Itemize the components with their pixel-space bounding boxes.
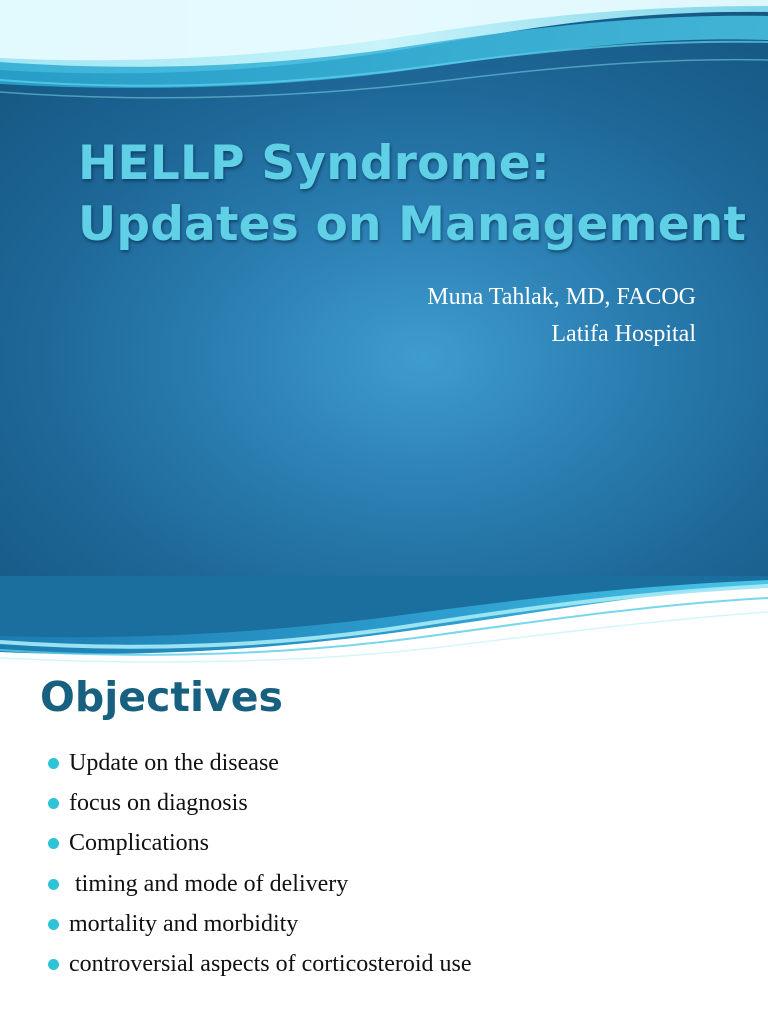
bullet-icon [48, 959, 59, 970]
list-item [48, 824, 472, 864]
list-item-text: Update on the disease [69, 749, 279, 776]
bullet-icon [48, 879, 59, 890]
presentation-title [78, 133, 747, 255]
list-item [48, 783, 472, 823]
title-line-1: HELLP Syndrome: [78, 136, 550, 191]
bullet-icon [48, 838, 59, 849]
title-line-2: Updates on Management [78, 197, 747, 252]
header-wave-decoration [0, 576, 768, 666]
bullet-icon [48, 798, 59, 809]
affiliation: Latifa Hospital [551, 321, 696, 347]
list-item [48, 743, 472, 783]
objectives-slide [0, 576, 768, 1024]
bullet-icon [48, 758, 59, 769]
bullet-icon [48, 919, 59, 930]
list-item-text: focus on diagnosis [69, 789, 248, 816]
list-item [48, 944, 472, 984]
list-item [48, 864, 472, 904]
list-item-text: timing and mode of delivery [69, 870, 349, 897]
list-item-text: controversial aspects of corticosteroid use [69, 951, 472, 978]
author-name: Muna Tahlak, MD, FACOG [427, 284, 696, 310]
objectives-list [48, 743, 472, 985]
slide-heading: Objectives [40, 673, 283, 721]
list-item [48, 904, 472, 944]
list-item-text: mortality and morbidity [69, 910, 299, 937]
presenter-info [427, 279, 696, 353]
top-wave-decoration [0, 0, 768, 110]
list-item-text: Complications [69, 830, 209, 857]
